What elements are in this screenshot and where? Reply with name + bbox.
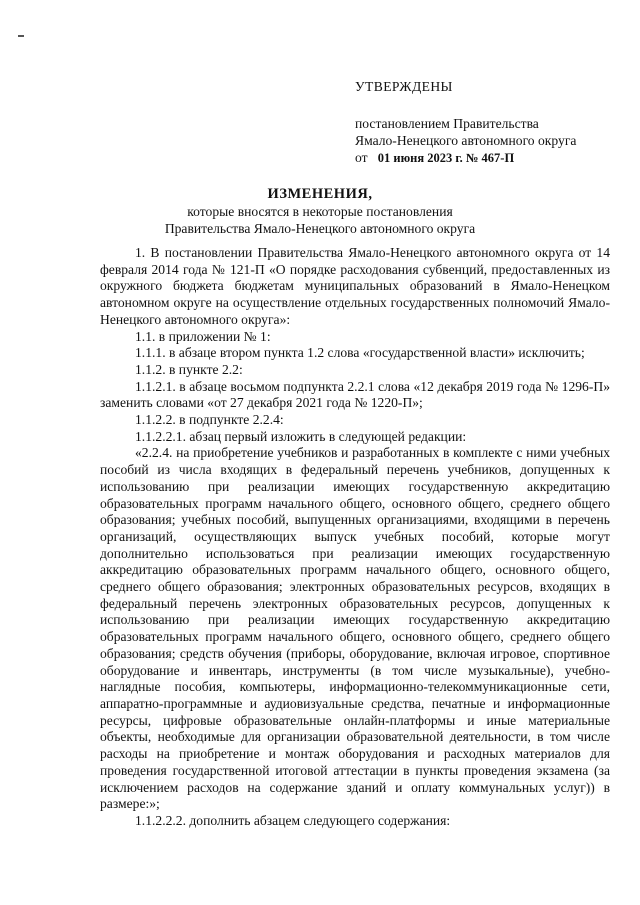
approval-line-1: постановлением Правительства: [355, 116, 539, 131]
paragraph-1-1: 1.1. в приложении № 1:: [135, 328, 271, 344]
paragraph-1-1-2-2-2: 1.1.2.2.2. дополнить абзацем следующего содержания:: [135, 812, 451, 828]
paragraph-quoted-2-2-4: «2.2.4. на приобретение учебников и разработанных в комплекте с ними учебных пособий из числа входящих в федеральный перечень учебников, допущенных к использованию при реализации имеющих государственную аккредитацию образовательных программ начального общего, основного общего, среднего общего образования; учебных пособий, выпущенных организациями, входящими в перечень организаций, осуществляющих выпуск учебных пособий, которые могут дополнительно использоваться при реализации имеющих государственную аккредитацию образовательных программ начального общего, основного общего, среднего общего образования; электронных образовательных ресурсов, входящих в федеральный перечень электронных образовательных ресурсов, допущенных к использованию при реализации имеющих государственную аккредитацию образовательных программ начального общего, основного общего, среднего общего образования; средств обучения (приборы, оборудование, включая игровое, спортивное оборудование и инвентарь, инструменты (в том числе музыкальные), учебно-наглядные пособия, компьютеры, информационно-телекоммуникационные сети, аппаратно-программные и аудиовизуальные средства, печатные и информационные ресурсы, цифровые образовательные онлайн-платформы и иные материальные объекты, необходимые для организации образовательной деятельности, в том числе расходы на приобретение и монтаж оборудования и расходных материалов для проведения государственной итоговой аттестации в пункты проведения экзамена (за исключением расходов на содержание зданий и оплату коммунальных услуг)) в размере:»;: [100, 445, 610, 812]
approval-title: УТВЕРЖДЕНЫ: [355, 79, 453, 94]
paragraph-1-1-2-2-1: 1.1.2.2.1. абзац первый изложить в следующей редакции:: [135, 428, 467, 444]
paragraph-1-1-2-2: 1.1.2.2. в подпункте 2.2.4:: [135, 412, 284, 428]
approval-date-prefix: от: [355, 150, 368, 165]
heading-subtitle-1: которые вносятся в некоторые постановления: [187, 204, 453, 219]
approval-block: [355, 78, 625, 167]
paragraph-1-1-2: 1.1.2. в пункте 2.2:: [135, 361, 243, 377]
paragraph-1-1-1: 1.1.1. в абзаце втором пункта 1.2 слова «государственной власти» исключить;: [135, 345, 585, 361]
approval-date-value: 01 июня 2023 г. № 467-П: [377, 151, 515, 165]
paragraph-1-1-2-1: 1.1.2.1. в абзаце восьмом подпункта 2.2.1 слова «12 декабря 2019 года № 1296-П» заменить словами «от 27 декабря 2021 года № 1220-П»;: [100, 378, 610, 411]
heading-subtitle-2: Правительства Ямало-Ненецкого автономного округа: [164, 221, 476, 236]
approval-line-2: Ямало-Ненецкого автономного округа: [355, 133, 577, 148]
heading-title: ИЗМЕНЕНИЯ,: [267, 186, 373, 202]
scan-mark: [18, 35, 24, 37]
document-body: [100, 245, 610, 830]
paragraph-1: 1. В постановлении Правительства Ямало-Ненецкого автономного округа от 14 февраля 2014 года № 121-П «О порядке расходования субвенций, предоставленных из окружного бюджета бюджетам муниципальных образований в Ямало-Ненецком автономном округе на осуществление отдельных государственных полномочий Ямало-Ненецкого автономного округа»:: [100, 245, 610, 327]
document-heading: [0, 186, 640, 237]
approval-date-line: [355, 149, 625, 167]
